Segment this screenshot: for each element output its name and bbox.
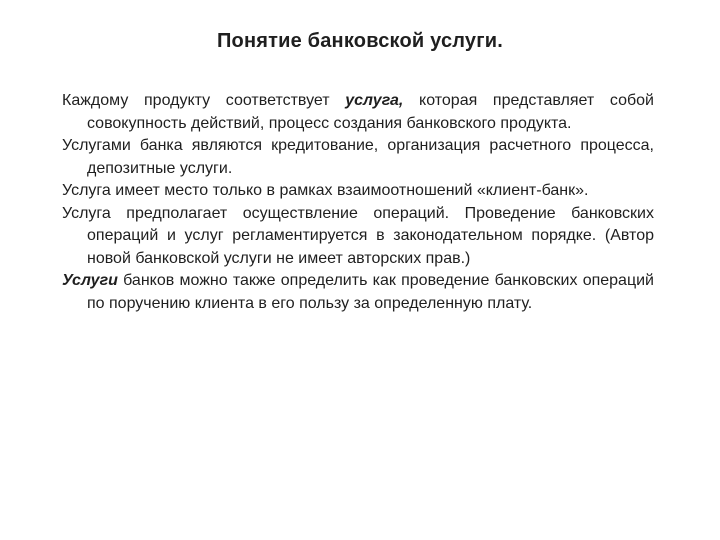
paragraph-5-text-after: банков можно также определить как проведение банковских операций по поручению клиента в его пользу за определенную плату. xyxy=(87,272,654,312)
paragraph-2 xyxy=(62,135,654,180)
paragraph-1-text-after: которая представляет собой совокупность действий, процесс создания банковского продукта. xyxy=(87,92,654,132)
paragraph-1-emphasis: услуга, xyxy=(345,92,404,109)
paragraph-3-text: Услуга имеет место только в рамках взаимоотношений «клиент-банк». xyxy=(62,182,589,199)
paragraph-1-text-before: Каждому продукту соответствует xyxy=(62,92,346,109)
paragraph-5-emphasis: Услуги xyxy=(62,272,118,289)
slide-body xyxy=(62,90,654,315)
paragraph-4 xyxy=(62,203,654,271)
paragraph-4-text: Услуга предполагает осуществление операций. Проведение банковских операций и услуг регламентируется в законодательном порядке. (Автор новой банковской услуги не имеет авторских прав.) xyxy=(62,204,654,267)
paragraph-3 xyxy=(62,180,654,203)
paragraph-2-text: Услугами банка являются кредитование, организация расчетного процесса, депозитные услуги. xyxy=(62,137,654,177)
slide-title: Понятие банковской услуги. xyxy=(216,30,504,52)
paragraph-5 xyxy=(62,270,654,315)
paragraph-1 xyxy=(62,90,654,135)
